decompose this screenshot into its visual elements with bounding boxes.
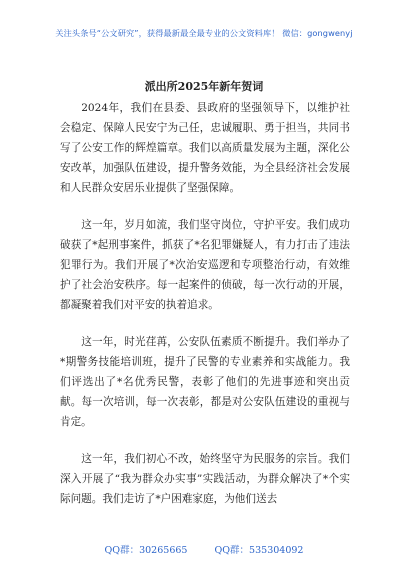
header-note: 关注头条号“公文研究”，获得最新最全最专业的公文资料库！ 微信：gongwenyj bbox=[55, 28, 353, 38]
paragraph: 这一年，时光荏苒，公安队伍素质不断提升。我们举办了*期警务技能培训班，提升了民警的专业素养和实战能力。我们评选出了*名优秀民警，表彰了他们的先进事迹和突出贡献。每一次培训，每一次表彰，都是对公安队伍建设的重视与肯定。 bbox=[60, 336, 350, 428]
footer-qq-group-1: QQ群：30265665 bbox=[104, 545, 188, 556]
footer bbox=[0, 542, 408, 556]
document-title: 派出所2025年新年贺词 bbox=[144, 80, 264, 93]
document-body bbox=[60, 98, 350, 526]
paragraph: 这一年，岁月如流，我们坚守岗位，守护平安。我们成功破获了*起刑事案件，抓获了*名犯罪嫌疑人，有力打击了违法犯罪行为。我们开展了*次治安巡逻和专项整治行动，有效维护了社会治安秩序。每一起案件的侦破，每一次行动的开展，都凝聚着我们对平安的执着追求。 bbox=[60, 219, 350, 311]
footer-qq-group-2: QQ群：535304092 bbox=[214, 545, 304, 556]
paragraph: 这一年，我们初心不改，始终坚守为民服务的宗旨。我们深入开展了“我为群众办实事”实践活动，为群众解决了*个实际问题。我们走访了*户困难家庭，为他们送去 bbox=[60, 453, 350, 505]
paragraph: 2024年，我们在县委、县政府的坚强领导下，以维护社会稳定、保障人民安宁为己任，忠诚履职、勇于担当，共同书写了公安工作的辉煌篇章。我们以高质量发展为主题，深化公安改革，加强队伍建设，提升警务效能，为全县经济社会发展和人民群众安居乐业提供了坚强保障。 bbox=[60, 102, 350, 194]
